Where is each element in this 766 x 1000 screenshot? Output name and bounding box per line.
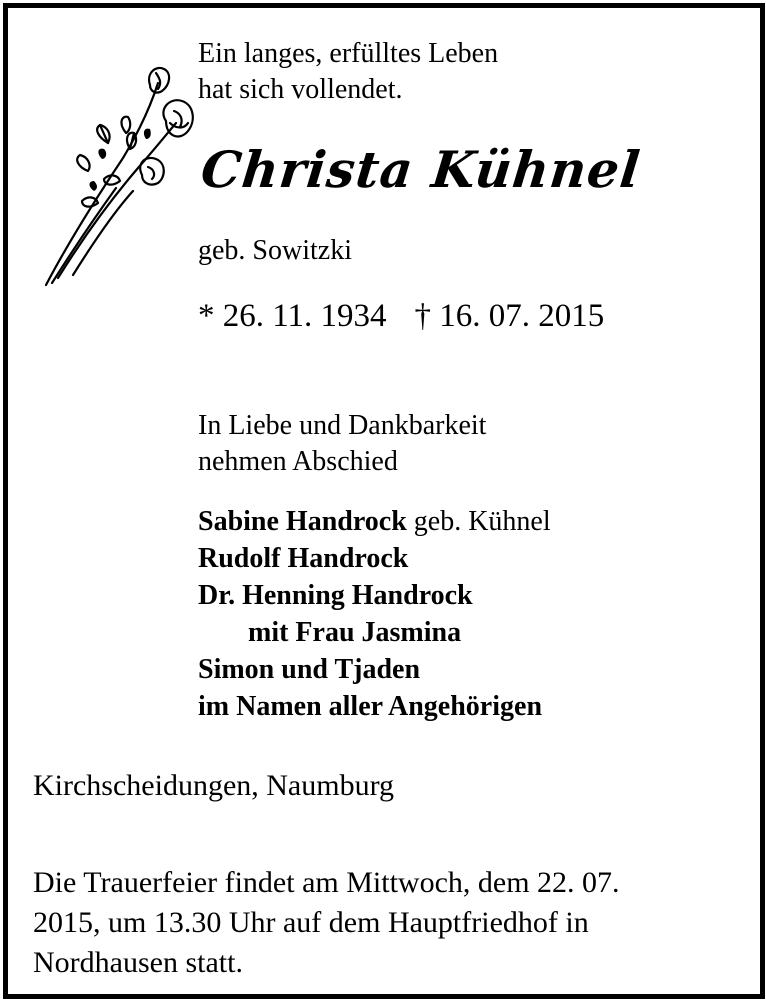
mourners-list: [198, 503, 551, 725]
mourner-2-name: Rudolf Handrock: [198, 543, 409, 574]
intro-text: [198, 36, 498, 108]
mourner-2: [198, 540, 551, 577]
mourner-6: [198, 688, 551, 725]
service-line-1: Die Trauerfeier findet am Mittwoch, dem 22. 07.: [33, 866, 620, 899]
service-line-2: 2015, um 13.30 Uhr auf dem Hauptfriedhof in: [33, 906, 589, 939]
mourner-6-name: im Namen aller Angehörigen: [198, 691, 543, 722]
service-line-3: Nordhausen statt.: [33, 946, 243, 979]
birth-date: * 26. 11. 1934: [198, 298, 387, 334]
mourner-1: [198, 503, 551, 540]
mourner-4: [198, 614, 551, 651]
intro-line-2: hat sich vollendet.: [198, 74, 403, 105]
mourner-5-name: Simon und Tjaden: [198, 654, 421, 685]
mourner-3-name: Dr. Henning Handrock: [198, 580, 473, 611]
place-of-residence: Kirchscheidungen, Naumburg: [33, 769, 395, 802]
mourner-1-maiden: geb. Kühnel: [406, 506, 551, 537]
rose-drawing-icon: [38, 63, 198, 293]
mourner-4-name: mit Frau Jasmina: [248, 617, 462, 648]
farewell-line-2: nehmen Abschied: [198, 446, 398, 477]
intro-line-1: Ein langes, erfülltes Leben: [198, 38, 499, 69]
maiden-name: geb. Sowitzki: [198, 235, 352, 266]
mourner-1-name: Sabine Handrock: [198, 506, 407, 537]
mourner-3: [198, 577, 551, 614]
mourner-5: [198, 651, 551, 688]
life-dates: [198, 295, 604, 337]
death-date: † 16. 07. 2015: [414, 298, 605, 334]
obituary-frame: [3, 3, 765, 999]
farewell-line-1: In Liebe und Dankbarkeit: [198, 410, 487, 441]
deceased-name: Christa Kühnel: [198, 140, 644, 199]
funeral-service-notice: [33, 863, 748, 983]
farewell-text: [198, 408, 486, 480]
